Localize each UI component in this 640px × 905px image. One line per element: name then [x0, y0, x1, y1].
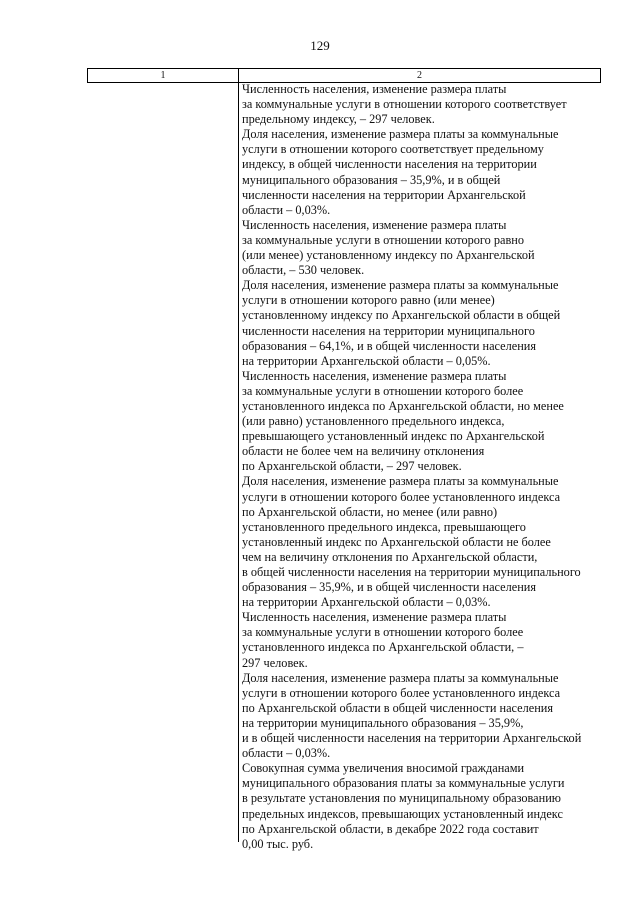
text-line: на территории Архангельской области – 0,05%.: [242, 353, 491, 368]
paragraph: [242, 218, 602, 278]
paragraph: [242, 127, 602, 218]
text-line: предельному индексу, – 297 человек.: [242, 112, 435, 127]
text-line: на территории Архангельской области – 0,03%.: [242, 595, 491, 610]
text-line: превышающего установленный индекс по Архангельской: [242, 429, 545, 444]
text-line: индексу, в общей численности населения на территории: [242, 157, 537, 172]
text-line: по Архангельской области, – 297 человек.: [242, 459, 462, 474]
paragraph: [242, 474, 602, 610]
text-line: Доля населения, изменение размера платы за коммунальные: [242, 670, 559, 685]
text-line: образования – 35,9%, и в общей численности населения: [242, 580, 537, 595]
text-line: за коммунальные услуги в отношении которого равно: [242, 232, 525, 247]
text-line: области – 0,03%.: [242, 746, 331, 761]
text-line: в результате установления по муниципальному образованию: [242, 791, 561, 806]
text-line: на территории муниципального образования – 35,9%,: [242, 715, 524, 730]
text-line: услуги в отношении которого более установленного индекса: [242, 685, 561, 700]
text-line: Численность населения, изменение размера платы: [242, 82, 507, 96]
text-line: и в общей численности населения на территории Архангельской: [242, 731, 582, 746]
paragraph: [242, 761, 602, 852]
text-line: установленного предельного индекса, превышающего: [242, 519, 526, 534]
text-line: предельных индексов, превышающих установленный индекс: [242, 806, 563, 821]
paragraph: [242, 82, 602, 127]
text-line: образования – 64,1%, и в общей численности населения: [242, 338, 537, 353]
text-line: области не более чем на величину отклонения: [242, 444, 485, 459]
page-number: 129: [310, 38, 330, 53]
text-line: установленного индекса по Архангельской области, но менее: [242, 398, 564, 413]
text-line: чем на величину отклонения по Архангельской области,: [242, 549, 538, 564]
paragraph: [242, 610, 602, 670]
text-line: области – 0,03%.: [242, 202, 331, 217]
text-line: Доля населения, изменение размера платы за коммунальные: [242, 278, 559, 293]
text-line: услуги в отношении которого более установленного индекса: [242, 489, 561, 504]
text-line: Совокупная сумма увеличения вносимой гражданами: [242, 761, 525, 776]
text-line: численности населения на территории Архангельской: [242, 187, 526, 202]
paragraph: [242, 278, 602, 369]
text-line: 0,00 тыс. руб.: [242, 836, 314, 851]
text-line: по Архангельской области, в декабре 2022 года составит: [242, 821, 539, 836]
text-line: установленного индекса по Архангельской области, –: [242, 640, 524, 655]
text-line: муниципального образования – 35,9%, и в общей: [242, 172, 501, 187]
column-divider: [238, 82, 239, 842]
text-line: Численность населения, изменение размера платы: [242, 610, 507, 625]
text-line: за коммунальные услуги в отношении которого более: [242, 625, 524, 640]
text-line: Доля населения, изменение размера платы за коммунальные: [242, 127, 559, 142]
column-2-header: 2: [417, 70, 422, 81]
text-line: (или равно) установленного предельного индекса,: [242, 414, 505, 429]
text-line: 297 человек.: [242, 655, 308, 670]
text-line: установленный индекс по Архангельской области не более: [242, 534, 551, 549]
text-line: в общей численности населения на территории муниципального: [242, 565, 581, 579]
table-header-row: [87, 68, 601, 83]
text-line: услуги в отношении которого соответствует предельному: [242, 142, 544, 157]
text-line: области, – 530 человек.: [242, 263, 365, 278]
column-1-header: 1: [88, 69, 239, 82]
text-line: услуги в отношении которого равно (или менее): [242, 293, 495, 308]
text-line: по Архангельской области в общей численности населения: [242, 700, 554, 715]
text-line: Численность населения, изменение размера платы: [242, 368, 507, 383]
paragraph: [242, 369, 602, 475]
text-line: Численность населения, изменение размера платы: [242, 217, 507, 232]
text-line: за коммунальные услуги в отношении которого более: [242, 383, 524, 398]
text-line: Доля населения, изменение размера платы за коммунальные: [242, 474, 559, 489]
text-line: по Архангельской области, но менее (или равно): [242, 504, 498, 519]
text-line: (или менее) установленному индексу по Архангельской: [242, 248, 535, 263]
paragraph: [242, 671, 602, 762]
column-2-body: [242, 82, 602, 852]
text-line: за коммунальные услуги в отношении которого соответствует: [242, 97, 567, 112]
text-line: численности населения на территории муниципального: [242, 323, 535, 338]
text-line: муниципального образования платы за коммунальные услуги: [242, 776, 565, 791]
text-line: установленному индексу по Архангельской области в общей: [242, 308, 561, 323]
